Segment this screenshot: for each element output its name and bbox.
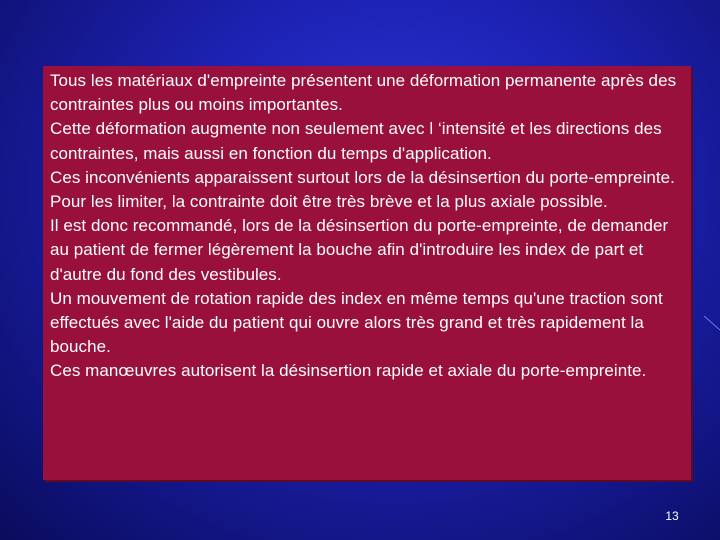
paragraph-5: Il est donc recommandé, lors de la désinsertion du porte-empreinte, de demander au patient de fermer légèrement la bouche afin d'introduire les index de part et d'autre du fond des vestibules. xyxy=(50,216,669,284)
paragraph-3: Ces inconvénients apparaissent surtout lors de la désinsertion du porte-empreinte. xyxy=(50,167,675,187)
paragraph-7: Ces manœuvres autorisent la désinsertion rapide et axiale du porte-empreinte. xyxy=(50,361,647,381)
content-text-box xyxy=(43,66,691,480)
paragraph-4: Pour les limiter, la contrainte doit être très brève et la plus axiale possible. xyxy=(50,192,608,212)
paragraph-1: Tous les matériaux d'empreinte présentent une déformation permanente après des contraintes plus ou moins importantes. xyxy=(50,71,677,115)
paragraph-6: Un mouvement de rotation rapide des index en même temps qu'une traction sont effectués avec l'aide du patient qui ouvre alors très grand et très rapidement la bouche. xyxy=(50,288,663,357)
paragraph-2: Cette déformation augmente non seulement avec l ‘intensité et les directions des contraintes, mais aussi en fonction du temps d'application. xyxy=(50,119,662,163)
page-number: 13 xyxy=(665,509,679,523)
